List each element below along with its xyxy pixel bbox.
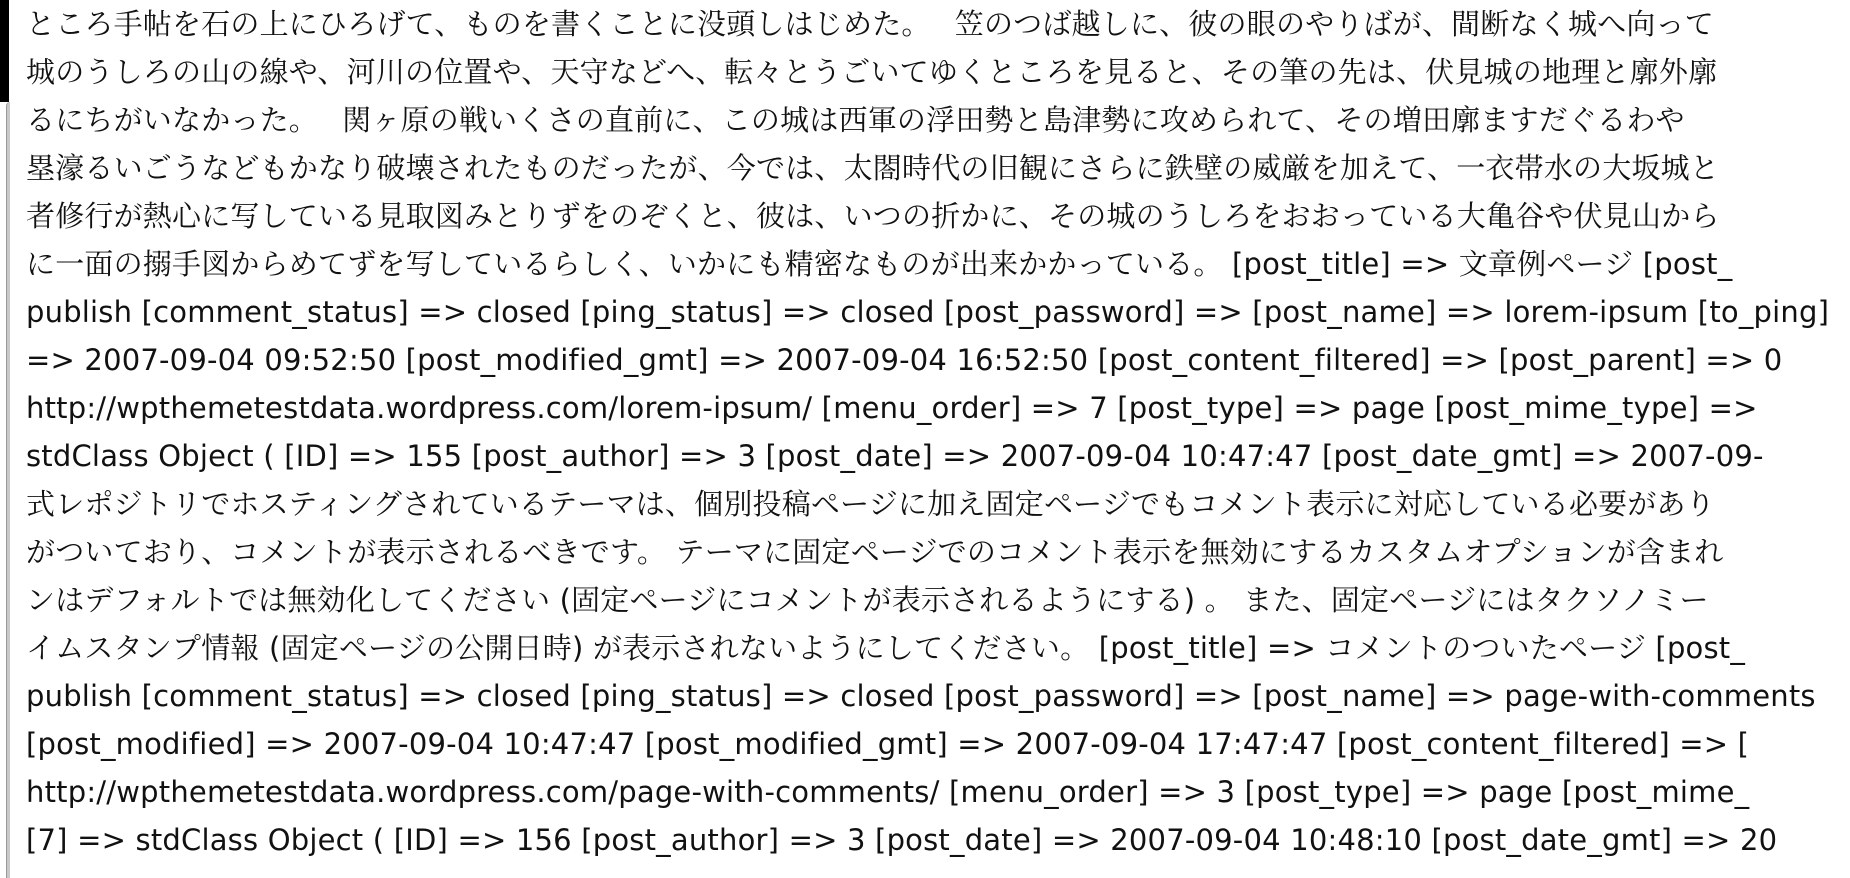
text-line: publish [comment_status] => closed [ping_status] => closed [post_password] => [post_name] => page-with-comments	[26, 679, 1816, 713]
text-line: イムスタンプ情報 (固定ページの公開日時) が表示されないようにしてください。 [post_title] => コメントのついたページ [post_	[26, 631, 1746, 665]
text-line: ンはデフォルトでは無効化してください (固定ページにコメントが表示されるようにする) 。 また、固定ページにはタクソノミー	[26, 583, 1709, 617]
text-line: => 2007-09-04 09:52:50 [post_modified_gmt] => 2007-09-04 16:52:50 [post_content_filtered] => [post_parent] => 0	[26, 343, 1783, 377]
text-line: http://wpthemetestdata.wordpress.com/lorem-ipsum/ [menu_order] => 7 [post_type] => page [post_mime_type] =>	[26, 391, 1758, 425]
text-line: るにちがいなかった。 関ヶ原の戦いくさの直前に、この城は西軍の浮田勢と島津勢に攻められて、その増田廓ますだぐるわや	[26, 103, 1685, 137]
text-line: 塁濠るいごうなどもかなり破壊されたものだったが、今では、太閤時代の旧観にさらに鉄壁の威厳を加えて、一衣帯水の大坂城と	[26, 151, 1720, 185]
text-line: ところ手帖を石の上にひろげて、ものを書くことに没頭しはじめた。 笠のつば越しに、彼の眼のやりばが、間断なく城へ向って	[26, 7, 1714, 41]
text-line: に一面の搦手図からめてずを写しているらしく、いかにも精密なものが出来かかっている。 [post_title] => 文章例ページ [post_	[26, 247, 1733, 281]
text-line: http://wpthemetestdata.wordpress.com/page-with-comments/ [menu_order] => 3 [post_type] => page [post_mime_	[26, 775, 1750, 809]
text-line: がついており、コメントが表示されるべきです。 テーマに固定ページでのコメント表示を無効にするカスタムオプションが含まれ	[26, 535, 1724, 569]
text-line: 式レポジトリでホスティングされているテーマは、個別投稿ページに加え固定ページでもコメント表示に対応している必要があり	[26, 487, 1715, 521]
text-line: 者修行が熱心に写している見取図みとりずをのぞくと、彼は、いつの折かに、その城のうしろをおおっている大亀谷や伏見山から	[26, 199, 1720, 233]
window-border	[6, 102, 10, 878]
text-line: [7] => stdClass Object ( [ID] => 156 [post_author] => 3 [post_date] => 2007-09-04 10:48:10 [post_date_gmt] => 20	[26, 823, 1778, 857]
text-line: [post_modified] => 2007-09-04 10:47:47 [post_modified_gmt] => 2007-09-04 17:47:47 [post_content_filtered] => [	[26, 727, 1750, 761]
text-line: publish [comment_status] => closed [ping_status] => closed [post_password] => [post_name] => lorem-ipsum [to_ping]	[26, 295, 1830, 329]
text-line: stdClass Object ( [ID] => 155 [post_author] => 3 [post_date] => 2007-09-04 10:47:47 [post_date_gmt] => 2007-09-	[26, 439, 1764, 473]
text-line: 城のうしろの山の線や、河川の位置や、天守などへ、転々とうごいてゆくところを見ると、その筆の先は、伏見城の地理と廓外廓	[26, 55, 1718, 89]
window-edge-dark	[0, 0, 9, 102]
page-text-content	[26, 0, 1850, 864]
